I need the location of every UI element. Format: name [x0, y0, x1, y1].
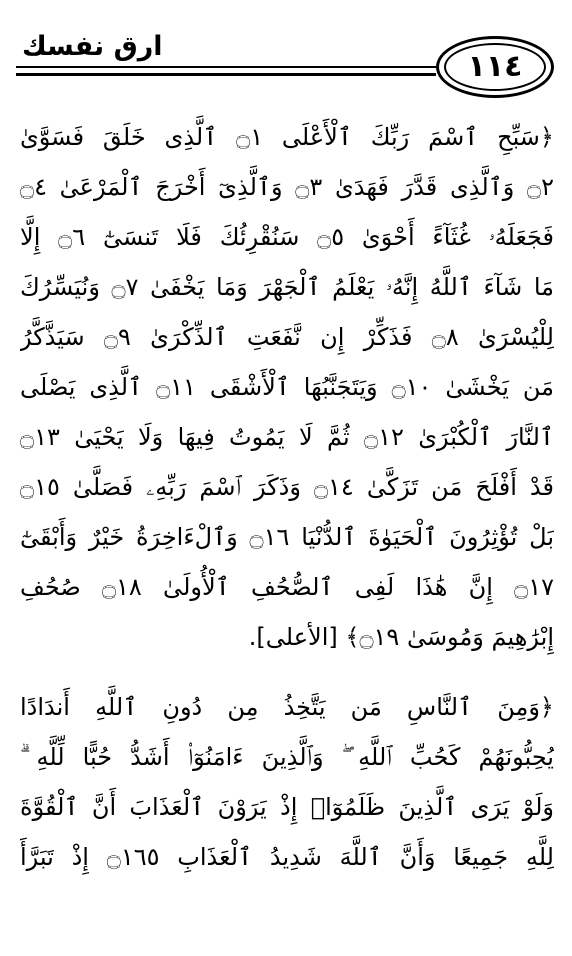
- verse-line: بَلْ تُؤْثِرُونَ ٱلْحَيَوٰةَ ٱلدُّنْيَا ۝١٦ وَٱلْءَاخِرَةُ خَيْرٌ وَأَبْقَىٰٓ: [20, 523, 554, 551]
- header-divider-top: [16, 66, 436, 68]
- page-number-badge: [436, 36, 554, 98]
- verse-line: قَدْ أَفْلَحَ مَن تَزَكَّىٰ ۝١٤ وَذَكَرَ ٱسْمَ رَبِّهِۦ فَصَلَّىٰ ۝١٥: [20, 473, 554, 501]
- verse-line: فَجَعَلَهُۥ غُثَآءً أَحْوَىٰ ۝٥ سَنُقْرِئُكَ فَلَا تَنسَىٰٓ ۝٦ إِلَّا: [20, 223, 554, 251]
- verse-line: يُحِبُّونَهُمْ كَحُبِّ ٱللَّهِ ۖ وَٱلَّذِينَ ءَامَنُوٓا۟ أَشَدُّ حُبًّا لِّلَّهِ ۗ: [20, 743, 554, 771]
- verse-line: مَا شَآءَ ٱللَّهُ إِنَّهُۥ يَعْلَمُ ٱلْجَهْرَ وَمَا يَخْفَىٰ ۝٧ وَنُيَسِّرُكَ: [20, 273, 554, 301]
- verse-line: ﴿سَبِّحِ ٱسْمَ رَبِّكَ ٱلْأَعْلَى ۝١ ٱلَّذِى خَلَقَ فَسَوَّىٰ: [20, 123, 554, 151]
- verse-line: ۝٢ وَٱلَّذِى قَدَّرَ فَهَدَىٰ ۝٣ وَٱلَّذِىٓ أَخْرَجَ ٱلْمَرْعَىٰ ۝٤: [20, 173, 554, 201]
- page-number: ١١٤: [444, 43, 546, 91]
- verse-line: ٱلنَّارَ ٱلْكُبْرَىٰ ۝١٢ ثُمَّ لَا يَمُوتُ فِيهَا وَلَا يَحْيَىٰ ۝١٣: [20, 423, 554, 451]
- verse-line: ﴿وَمِنَ ٱلنَّاسِ مَن يَتَّخِذُ مِن دُونِ ٱللَّهِ أَندَادًا: [20, 693, 554, 721]
- verse-line: وَلَوْ يَرَى ٱلَّذِينَ ظَلَمُوٓا۟ إِذْ يَرَوْنَ ٱلْعَذَابَ أَنَّ ٱلْقُوَّةَ: [20, 793, 554, 821]
- verse-line: ۝١٧ إِنَّ هَٰذَا لَفِى ٱلصُّحُفِ ٱلْأُولَىٰ ۝١٨ صُحُفِ: [20, 573, 554, 601]
- section-gap: [20, 662, 554, 682]
- verse-line-citation: إِبْرَٰهِيمَ وَمُوسَىٰ ۝١٩﴾ [الأعلى].: [248, 623, 554, 651]
- verse-line: مَن يَخْشَىٰ ۝١٠ وَيَتَجَنَّبُهَا ٱلْأَشْقَى ۝١١ ٱلَّذِى يَصْلَى: [20, 373, 554, 401]
- verse-line: لِلَّهِ جَمِيعًا وَأَنَّ ٱللَّهَ شَدِيدُ ٱلْعَذَابِ ۝١٦٥ إِذْ تَبَرَّأَ: [20, 843, 554, 871]
- verse-text-block: [20, 112, 554, 882]
- header-divider-bottom: [16, 73, 436, 76]
- page-header-title: ارق نفسك: [22, 31, 163, 62]
- verse-line: لِلْيُسْرَىٰ ۝٨ فَذَكِّرْ إِن نَّفَعَتِ ٱلذِّكْرَىٰ ۝٩ سَيَذَّكَّرُ: [20, 323, 554, 351]
